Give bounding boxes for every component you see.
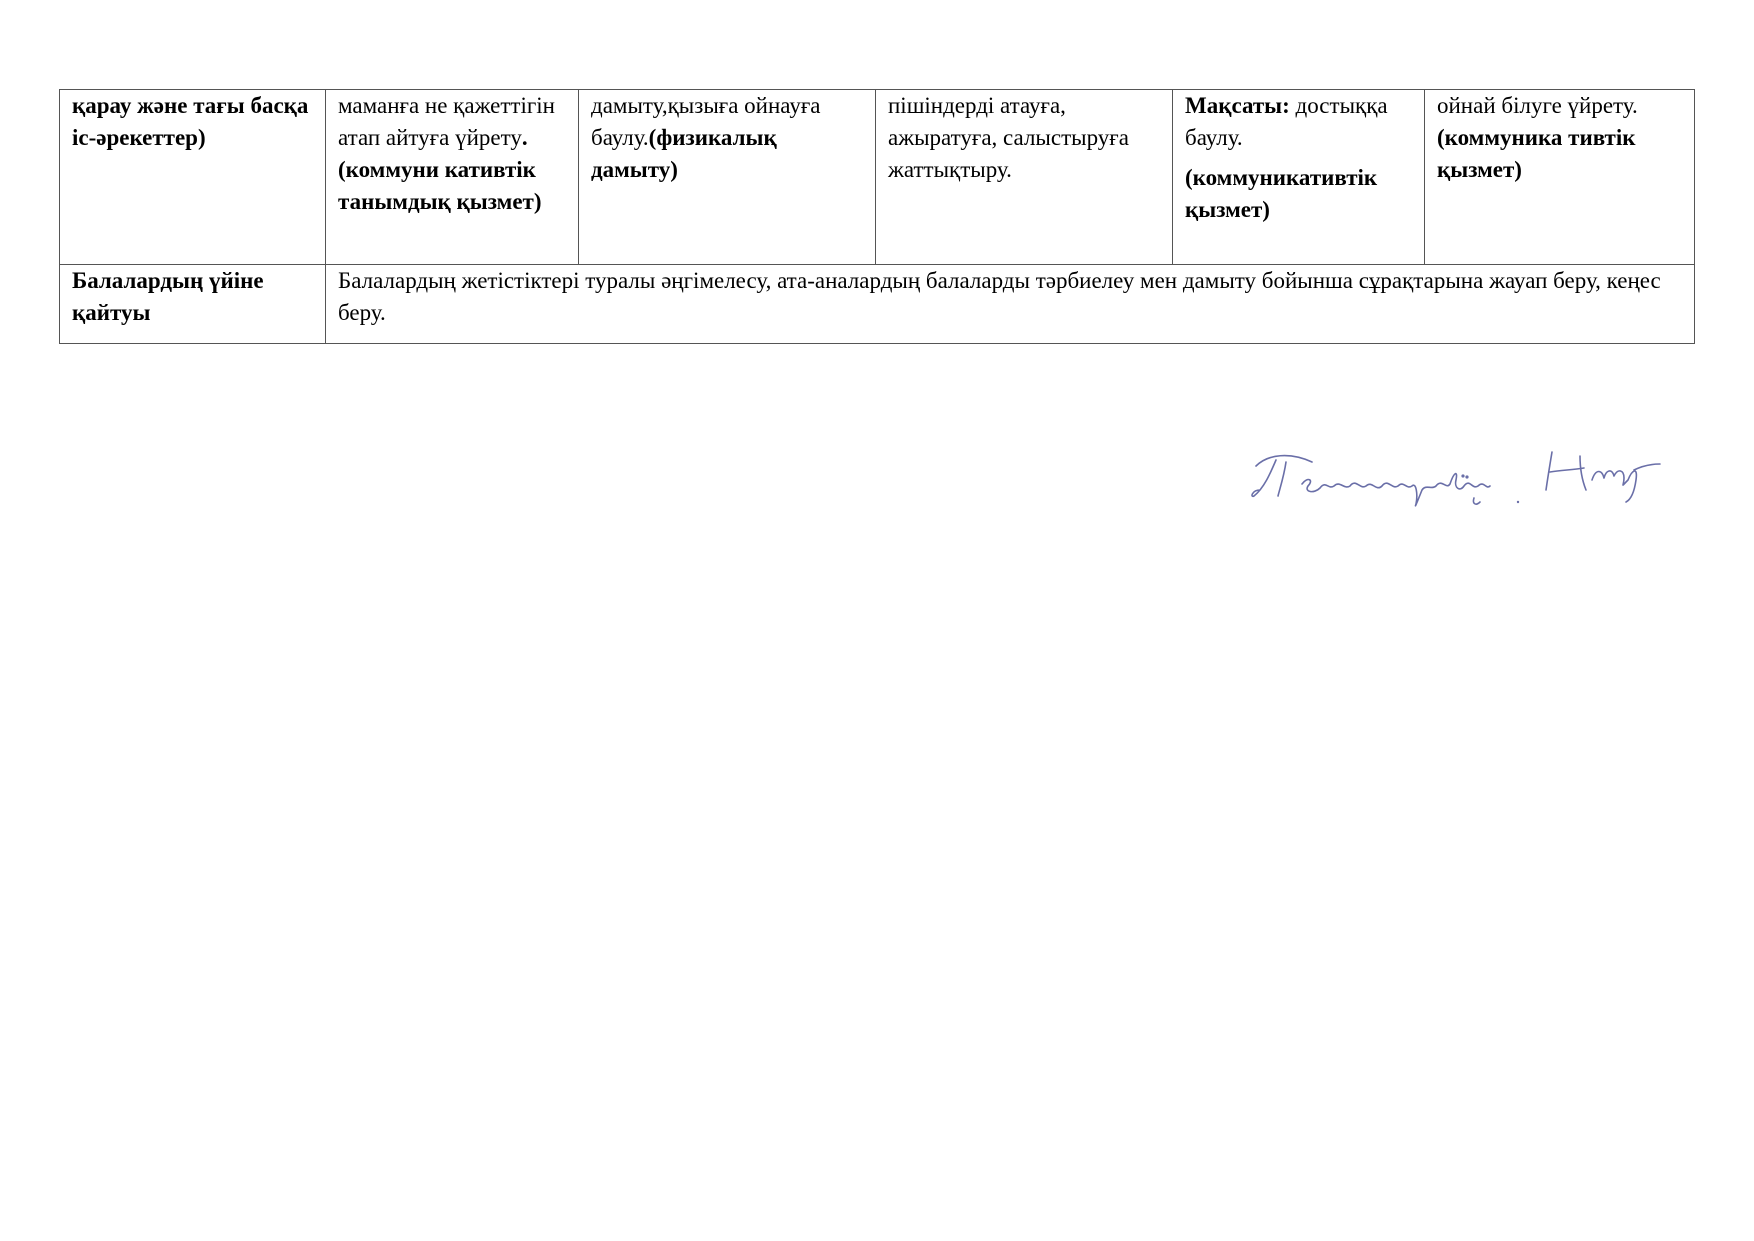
table-cell xyxy=(876,90,1173,265)
cell-text: ойнай білуге үйрету. xyxy=(1437,93,1638,118)
table-cell xyxy=(326,90,579,265)
handwritten-signature xyxy=(1250,440,1670,530)
table-cell xyxy=(1425,90,1695,265)
activity-cell xyxy=(60,90,326,265)
table-row xyxy=(60,90,1695,265)
table-cell-merged xyxy=(326,265,1695,344)
cell-text: маманға не қажеттігін атап айтуға үйрету xyxy=(338,93,555,150)
activity-cell xyxy=(60,265,326,344)
daily-plan-table xyxy=(59,89,1695,344)
cell-activity-type: . (коммуни кативтік танымдық қызмет) xyxy=(338,125,542,214)
cell-activity-type: (физикалық дамыту) xyxy=(591,125,777,182)
table-cell xyxy=(1173,90,1425,265)
cell-activity-type: (коммуника тивтік қызмет) xyxy=(1437,125,1636,182)
activity-label: қарау және тағы басқа іс-әрекеттер) xyxy=(72,93,309,150)
cell-text: Балалардың жетістіктері туралы әңгімелесу, ата-аналардың балаларды тәрбиелеу мен дамыту бойынша сұрақтарына жауап беру, кеңес беру. xyxy=(338,268,1661,325)
cell-activity-type: (коммуникативтік қызмет) xyxy=(1185,165,1378,222)
table-row xyxy=(60,265,1695,344)
activity-label: Балалардың үйіне қайтуы xyxy=(72,268,264,325)
cell-text: достыққа баулу. xyxy=(1185,93,1388,150)
cell-text: пішіндерді атауға, ажыратуға, салыстыруға жаттықтыру. xyxy=(888,93,1129,182)
goal-label: Мақсаты: xyxy=(1185,93,1290,118)
table-cell xyxy=(579,90,876,265)
cell-text: дамыту,қызыға ойнауға баулу. xyxy=(591,93,821,150)
